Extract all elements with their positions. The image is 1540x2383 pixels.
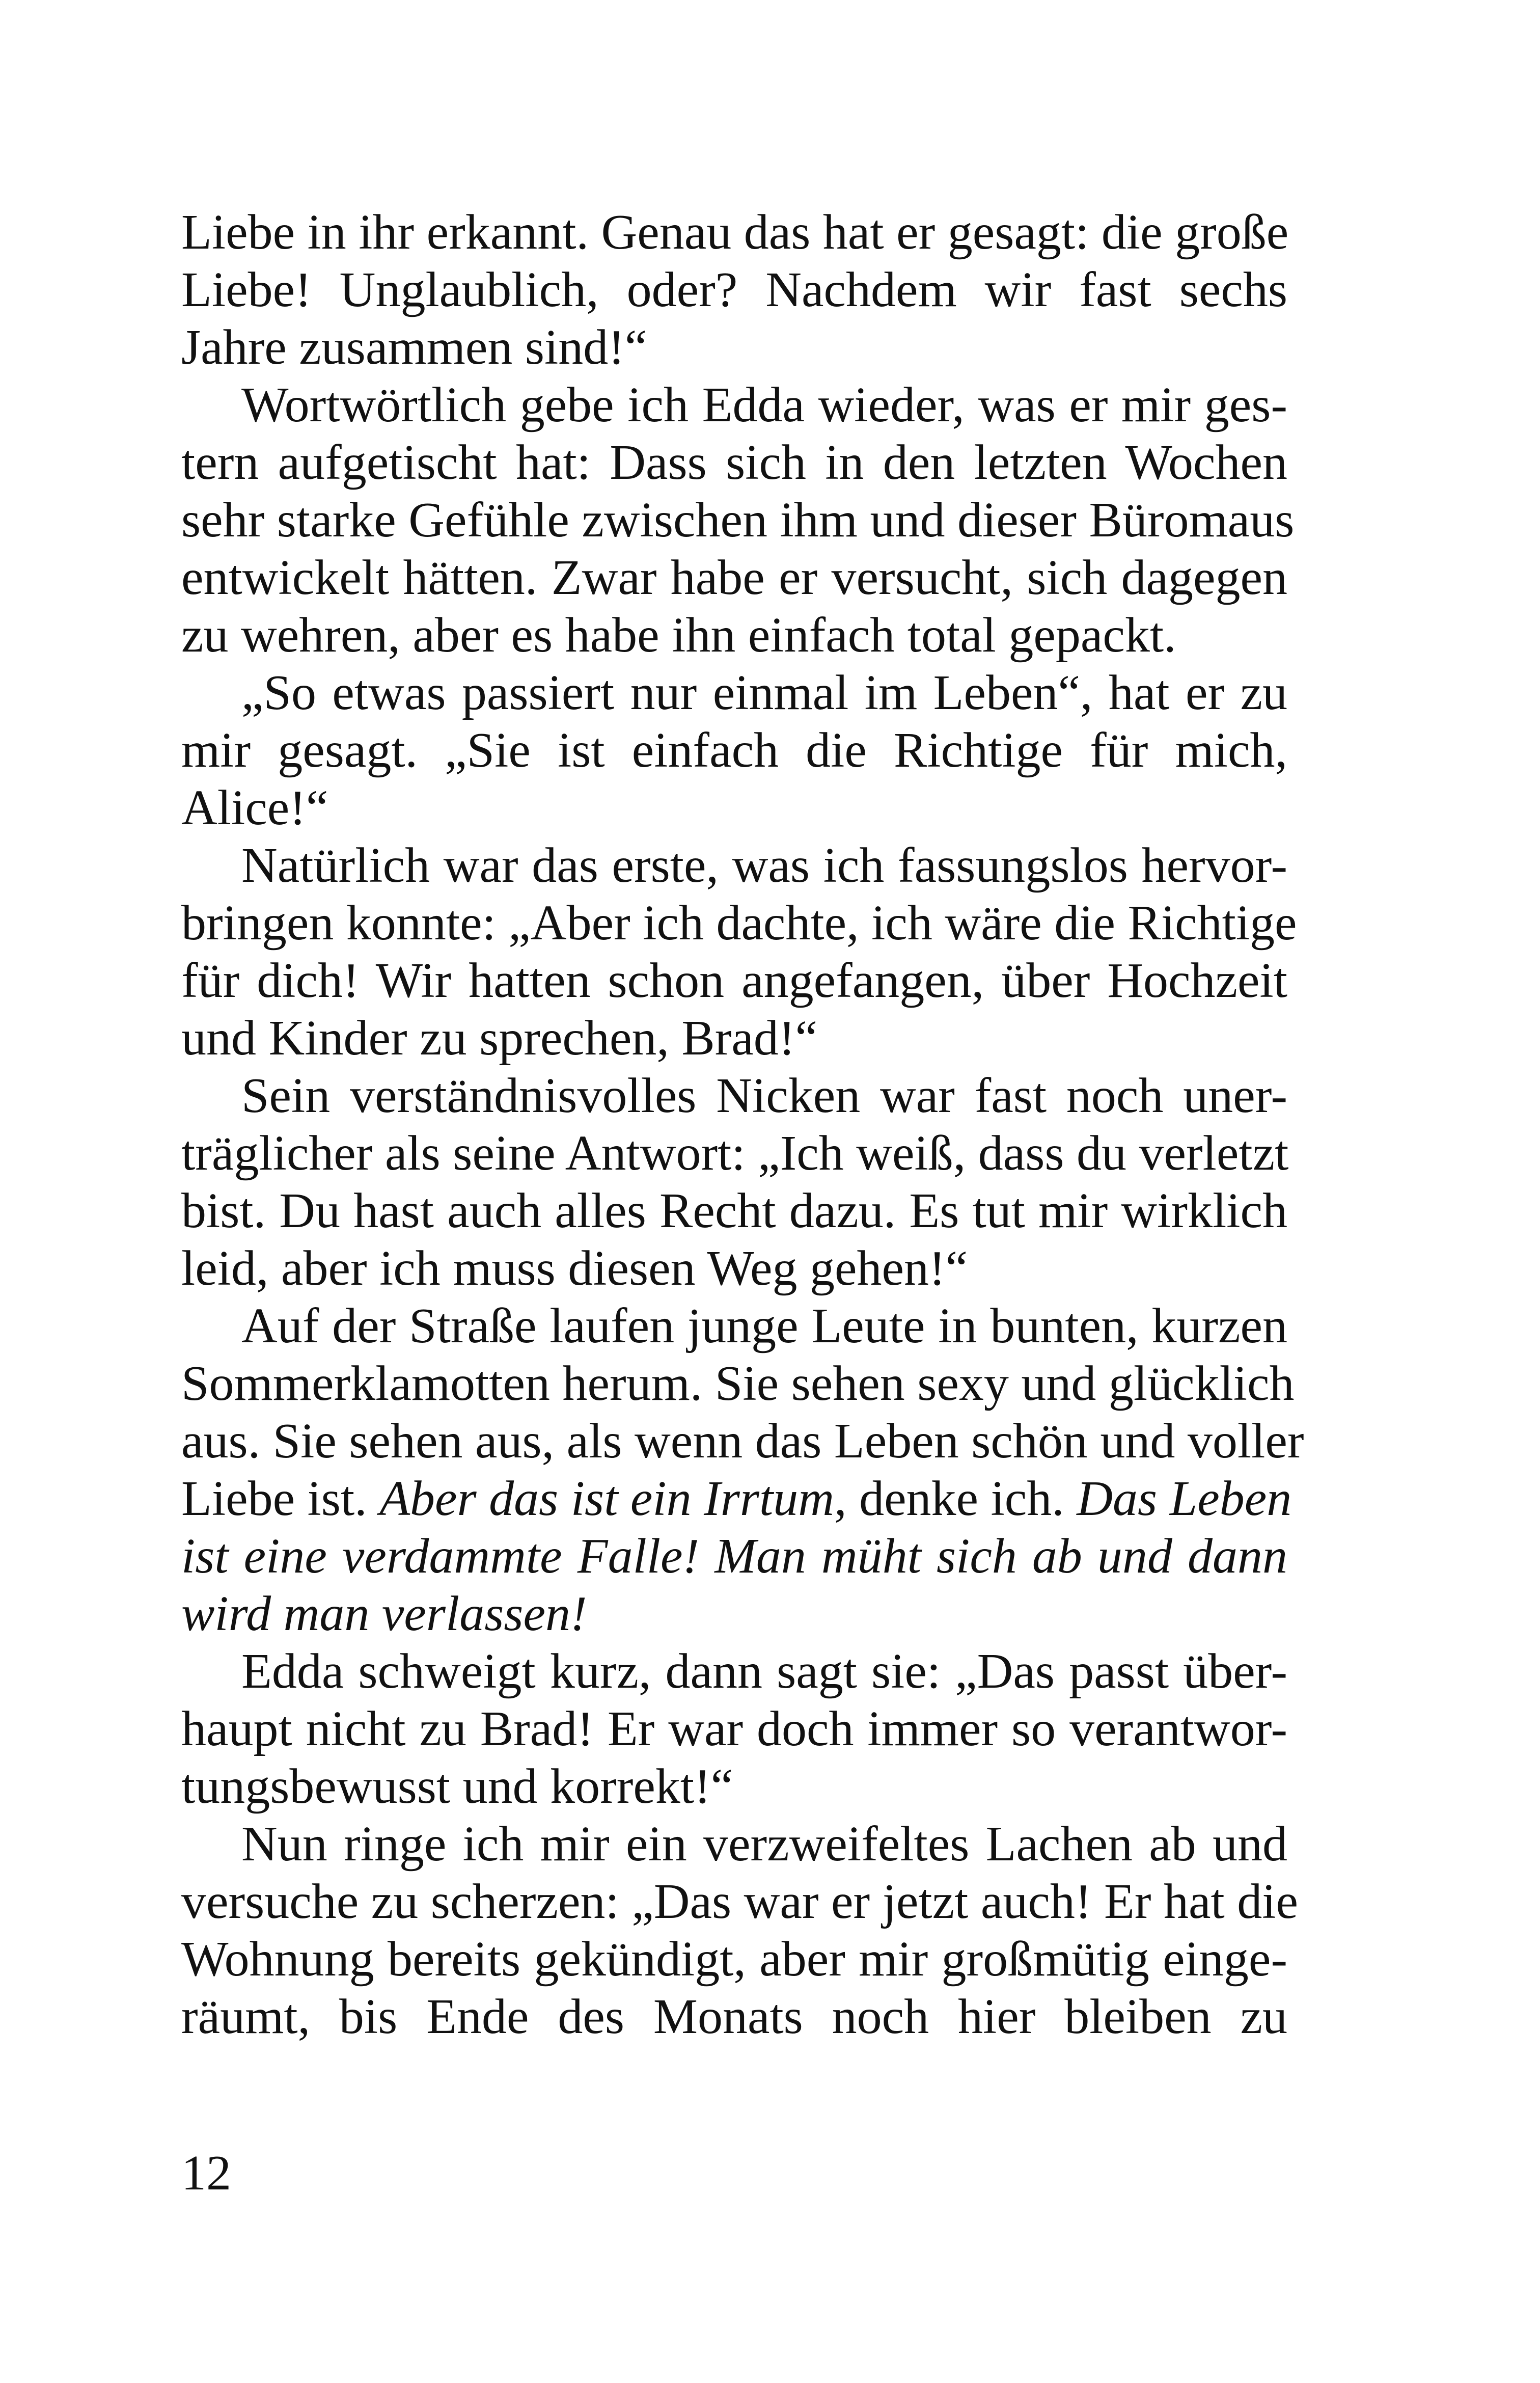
- text-line: [181, 607, 1287, 664]
- text-line: [181, 434, 1287, 492]
- text-segment: „So etwas passiert nur einmal im Leben“, hat er zu: [241, 665, 1287, 720]
- text-segment: träglicher als seine Antwort: „Ich weiß, dass du verletzt: [181, 1126, 1289, 1181]
- text-line: [181, 1585, 1287, 1643]
- italic-text-segment: Das Leben: [1077, 1471, 1292, 1526]
- text-segment: Natürlich war das erste, was ich fassungslos hervor-: [241, 838, 1287, 893]
- text-line: [181, 204, 1287, 261]
- text-line: [181, 1413, 1304, 1470]
- text-segment: Alice!“: [181, 780, 328, 835]
- text-line: [181, 1816, 1287, 1873]
- text-line: [181, 1931, 1287, 1988]
- text-line: [181, 1643, 1287, 1700]
- text-segment: Edda schweigt kurz, dann sagt sie: „Das passt über-: [241, 1644, 1287, 1699]
- text-line: [181, 1700, 1287, 1758]
- text-segment: bist. Du hast auch alles Recht dazu. Es tut mir wirklich: [181, 1183, 1287, 1238]
- text-segment: aus. Sie sehen aus, als wenn das Leben schön und voller: [181, 1414, 1304, 1469]
- text-segment: zu wehren, aber es habe ihn einfach total gepackt.: [181, 608, 1176, 663]
- text-line: [181, 261, 1287, 319]
- text-line: [181, 837, 1287, 895]
- text-line: [181, 895, 1297, 952]
- text-line: [181, 1873, 1298, 1931]
- text-segment: Liebe ist.: [181, 1471, 380, 1526]
- text-segment: bringen konnte: „Aber ich dachte, ich wäre die Richtige: [181, 896, 1297, 951]
- text-segment: haupt nicht zu Brad! Er war doch immer so verantwor-: [181, 1701, 1287, 1756]
- text-line: [181, 722, 1287, 779]
- text-segment: , denke ich.: [834, 1471, 1077, 1526]
- text-segment: leid, aber ich muss diesen Weg gehen!“: [181, 1241, 968, 1296]
- text-line: [181, 664, 1287, 722]
- text-line: [181, 1758, 1287, 1816]
- text-segment: mir gesagt. „Sie ist einfach die Richtige für mich,: [181, 723, 1287, 778]
- text-line: [181, 779, 1287, 837]
- text-line: [181, 319, 1287, 376]
- text-segment: Jahre zusammen sind!“: [181, 320, 647, 375]
- text-segment: Auf der Straße laufen junge Leute in bunten, kurzen: [241, 1298, 1287, 1353]
- text-segment: entwickelt hätten. Zwar habe er versucht, sich dagegen: [181, 550, 1287, 605]
- text-segment: Wortwörtlich gebe ich Edda wieder, was er mir ges-: [241, 377, 1287, 432]
- text-segment: für dich! Wir hatten schon angefangen, über Hochzeit: [181, 953, 1287, 1008]
- text-line: [181, 1528, 1287, 1585]
- text-line: [181, 1297, 1287, 1355]
- italic-text-segment: ist eine verdammte Falle! Man müht sich ab und dann: [181, 1529, 1287, 1584]
- text-segment: Sein verständnisvolles Nicken war fast noch uner-: [241, 1068, 1287, 1123]
- text-segment: und Kinder zu sprechen, Brad!“: [181, 1011, 818, 1066]
- text-line: [181, 549, 1287, 607]
- italic-text-segment: Aber das ist ein Irrtum: [379, 1471, 835, 1526]
- text-line: [181, 1125, 1287, 1182]
- text-line: [181, 1988, 1287, 2046]
- text-line: [181, 1010, 1287, 1067]
- text-line: [181, 1182, 1287, 1240]
- text-segment: tungsbewusst und korrekt!“: [181, 1759, 733, 1814]
- text-line: [181, 1355, 1295, 1413]
- text-line: [181, 376, 1287, 434]
- text-line: [181, 1240, 1287, 1297]
- text-line: [181, 952, 1287, 1010]
- text-segment: Wohnung bereits gekündigt, aber mir großmütig einge-: [181, 1932, 1287, 1987]
- text-segment: tern aufgetischt hat: Dass sich in den letzten Wochen: [181, 435, 1287, 490]
- text-segment: räumt, bis Ende des Monats noch hier bleiben zu: [181, 1989, 1287, 2044]
- text-segment: Liebe in ihr erkannt. Genau das hat er gesagt: die große: [181, 205, 1289, 260]
- text-line: [181, 1470, 1292, 1528]
- page-number: 12: [181, 2146, 231, 2201]
- text-line: [181, 1067, 1287, 1125]
- text-segment: versuche zu scherzen: „Das war er jetzt auch! Er hat die: [181, 1874, 1298, 1929]
- body-text: [181, 204, 1304, 2046]
- italic-text-segment: wird man verlassen!: [181, 1586, 587, 1641]
- text-segment: Nun ringe ich mir ein verzweifeltes Lachen ab und: [241, 1817, 1287, 1872]
- text-line: [181, 492, 1295, 549]
- text-segment: sehr starke Gefühle zwischen ihm und dieser Büromaus: [181, 493, 1295, 548]
- text-segment: Sommerklamotten herum. Sie sehen sexy und glücklich: [181, 1356, 1295, 1411]
- text-segment: Liebe! Unglaublich, oder? Nachdem wir fast sechs: [181, 262, 1287, 317]
